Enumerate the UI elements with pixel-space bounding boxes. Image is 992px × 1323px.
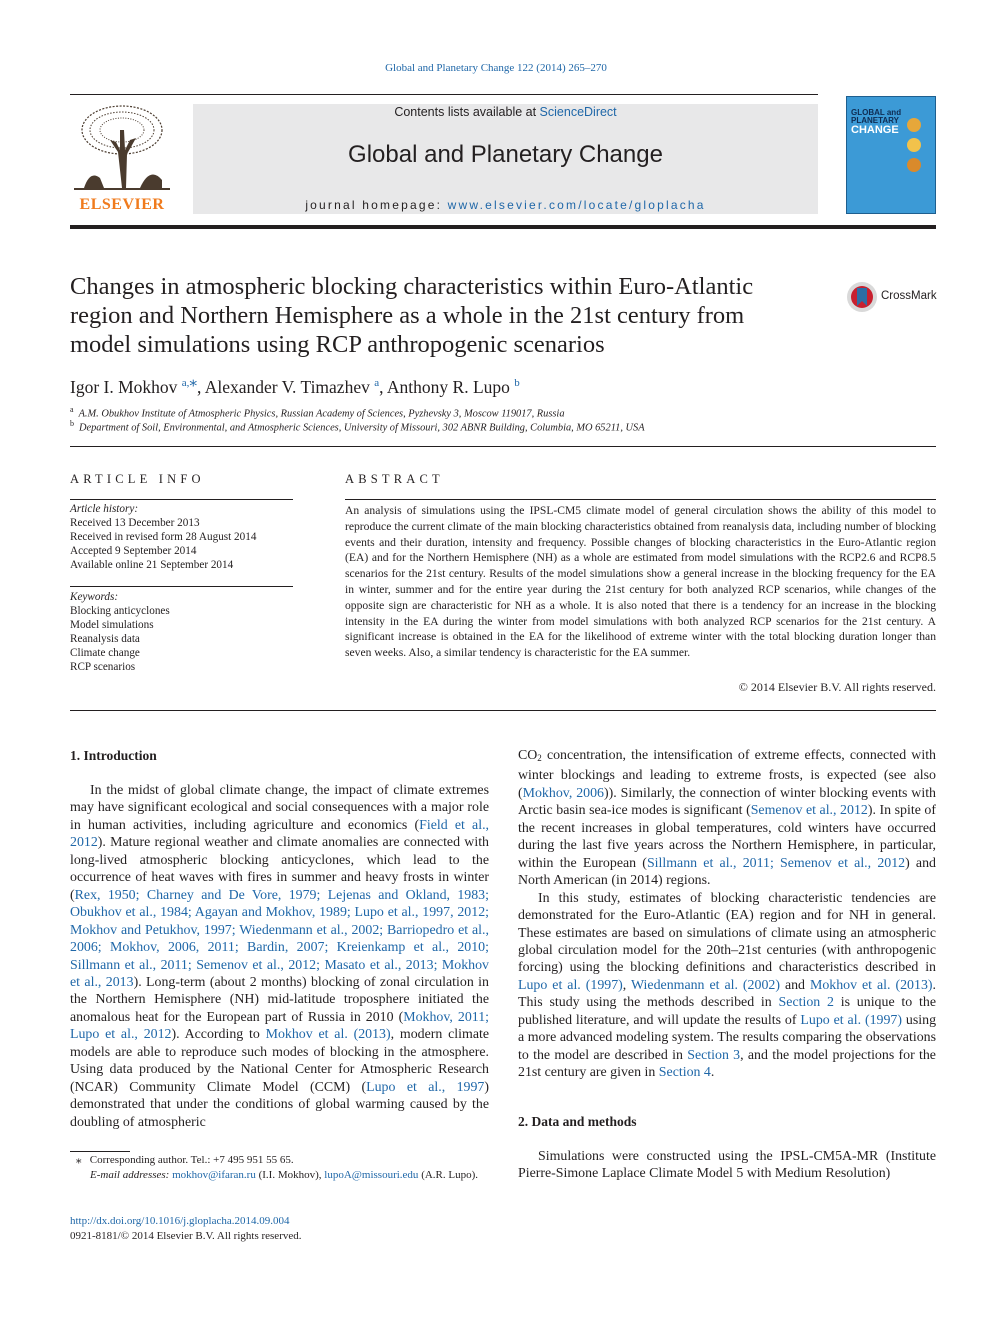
text-run: is unique to the published literature, and will update the results of: [518, 995, 936, 1028]
citation-link[interactable]: Mokhov, 2011; Lupo et al., 2012: [70, 1009, 489, 1043]
intro-paragraph-1: [70, 782, 489, 1131]
cover-globes-icon: [901, 117, 927, 177]
author-name: Anthony R. Lupo: [386, 376, 510, 397]
citation-link[interactable]: Section 2: [778, 995, 834, 1011]
footnote-rule: [70, 1151, 130, 1152]
affiliation-mark: a: [70, 405, 74, 414]
email-owner: (A.R. Lupo).: [418, 1169, 479, 1181]
author-affil-mark[interactable]: b: [514, 377, 520, 389]
subscript: 2: [537, 753, 542, 763]
text-run: and: [779, 977, 810, 993]
journal-cover-thumbnail: [846, 96, 936, 214]
publisher-wordmark: ELSEVIER: [79, 196, 165, 213]
journal-title: Global and Planetary Change: [348, 141, 663, 168]
cover-title: [851, 109, 901, 136]
keywords-rule: [70, 586, 293, 587]
text-run: ,: [622, 977, 631, 993]
text-run: )). Similarly, the connection of winter blocking events with Arctic basin sea-ice modes is significant (: [518, 785, 936, 819]
citation-link[interactable]: Section 3: [687, 1047, 741, 1063]
crossmark-label: CrossMark: [881, 290, 937, 302]
keyword: Reanalysis data: [70, 633, 140, 646]
text-run: ). In spite of the recent increases in global temperatures, cold winters have occurred during the last five years across the Northern Hemisphere, in particular, within the European (: [518, 803, 936, 871]
email-link[interactable]: lupoA@missouri.edu: [324, 1169, 419, 1181]
author-affil-mark[interactable]: a,: [181, 377, 190, 389]
citation-link[interactable]: Mokhov, 2006: [522, 785, 604, 801]
front-matter-rule: [70, 710, 936, 711]
citation-link[interactable]: Field et al., 2012: [70, 817, 490, 851]
text-run: , and the model projections for the 21st century are given in: [518, 1047, 936, 1081]
citation-link[interactable]: Rex, 1950; Charney and De Vore, 1979; Lejenas and Okland, 1983; Obukhov et al., 1984; Agayan and Mokhov, 1989; Lupo et al., 1997, 2012; Mokhov and Petukhov, 1997; Wiedenmann et al., 2002; Barriopedro et al., 2006; Mokhov, 2006, 2011; Bardin, 2007; Kreienkamp et al., 2010; Sillmann et al., 2011; Semenov et al., 2012; Masato et al., 2013; Mokhov et al., 2013: [70, 887, 489, 990]
abstract-copyright: © 2014 Elsevier B.V. All rights reserved.: [738, 680, 936, 694]
intro-paragraph-3: [518, 890, 936, 1082]
right-column: [518, 747, 936, 1082]
author-name: Igor I. Mokhov: [70, 376, 178, 397]
history-item: Received in revised form 28 August 2014: [70, 531, 257, 544]
text-run: ). According to: [171, 1027, 266, 1043]
footnote: [76, 1153, 496, 1183]
cover-title-line1: GLOBAL and: [851, 108, 902, 117]
author-affil-mark[interactable]: a: [374, 377, 380, 389]
keyword: Model simulations: [70, 619, 154, 632]
section-heading-introduction: 1. Introduction: [70, 748, 157, 763]
intro-paragraph-2: [518, 747, 936, 890]
text-run: CO: [518, 748, 538, 763]
citation-link[interactable]: Semenov et al., 2012: [750, 803, 868, 819]
text-run: ). Long-term (about 2 months) blocking of zonal circulation in the Northern Hemisphere (NH) mid-latitude troposphere initiated the anomalous heat for the European part of Russia in 2010 (: [70, 974, 489, 1025]
citation-link[interactable]: Wiedenmann et al. (2002): [631, 977, 780, 993]
homepage-link[interactable]: www.elsevier.com/locate/gloplacha: [447, 198, 706, 212]
text-run: ). Mature regional weather and climate anomalies are connected with long-lived atmospheric blocking anticyclones, which lead to the occurrence of heat waves with fires in summer and heavy frosts in winter (: [70, 835, 489, 903]
text-run: In this study, estimates of blocking characteristic tendencies are demonstrated for the Euro-Atlantic (EA) region and for NH in general. These estimates are based on simulations of climate using an atmospheric global circulation model for the 20th–21st centuries (with anthropogenic forcing) using the blocking definitions and characteristics described in: [518, 890, 936, 976]
citation-link[interactable]: Lupo et al., 1997: [366, 1079, 485, 1095]
citation-link[interactable]: Sillmann et al., 2011; Semenov et al., 2012: [646, 855, 906, 871]
affiliation: [70, 405, 565, 419]
header-thick-rule: [70, 225, 936, 229]
citation-link[interactable]: Mokhov et al. (2013): [265, 1027, 391, 1043]
history-item: Received 13 December 2013: [70, 517, 200, 530]
journal-reference[interactable]: Global and Planetary Change 122 (2014) 265–270: [385, 62, 607, 74]
header-top-rule: [70, 94, 818, 95]
corresponding-mark[interactable]: ⁎: [189, 374, 197, 390]
right-column-cont: [518, 1148, 936, 1183]
keywords-list: [70, 590, 293, 675]
affiliation-mark: b: [70, 419, 74, 428]
text-run: , modern climate models are able to reproduce such modes of blocking in the atmosphere. Using data produced by the National Center for Atmospheric Research (NCAR) Community Climate Model (CCM) (: [70, 1027, 490, 1095]
text-run: . This study using the methods described in: [518, 977, 936, 1011]
footnote-star: ⁎: [76, 1154, 82, 1166]
article-history: [70, 502, 293, 572]
history-item: Accepted 9 September 2014: [70, 545, 197, 558]
history-label: Article history:: [70, 503, 139, 515]
keyword: Blocking anticyclones: [70, 605, 170, 618]
citation-link[interactable]: Section 4: [658, 1065, 711, 1081]
email-link[interactable]: mokhov@ifaran.ru: [172, 1169, 256, 1181]
affiliation-text: A.M. Obukhov Institute of Atmospheric Physics, Russian Academy of Sciences, Pyzhevsky 3, Moscow 119017, Russia: [78, 408, 565, 420]
contents-line: [193, 105, 818, 119]
citation-link[interactable]: Lupo et al. (1997): [518, 977, 623, 993]
text-run: .: [710, 1065, 715, 1081]
email-owner: (I.I. Mokhov),: [255, 1169, 325, 1181]
article-info-rule: [70, 499, 293, 500]
cover-title-line3: CHANGE: [851, 124, 899, 136]
author-name: Alexander V. Timazhev: [204, 376, 370, 397]
abstract-text: An analysis of simulations using the IPSL-CM5 climate model of general circulation shows the ability of this model to reproduce the current climate of the main blocking characteristics obtained from reanalysis data, including number of blocking events and their duration, intensity and frequency. Possible changes of blocking characteristics in the Euro-Atlantic region (EA) and for the Northern Hemisphere (NH) as a whole are estimated from model simulations with the RCP2.6 and RCP8.5 scenarios for the 21st century. Results of the model simulations show a general increase in the blocking frequency for the EA in winter, summer and for the entire year during the 21st century for both analyzed RCP scenarios, while changes of the opposite sign are characteristic for NH as a whole. It is also noted that there is a tendency for an increase in the blocking intensity in the EA during the winter from model simulations with both analyzed RCP scenarios for the 21st century. A significant increase is obtained in the EA for the likelihood of extreme winter with the total blocking duration longer than seven weeks. Also, a similar tendency is characteristic for the EA summer.: [345, 504, 936, 660]
email-label: E-mail addresses:: [90, 1169, 170, 1181]
homepage-line: [193, 198, 818, 212]
corresponding-author-note: Corresponding author. Tel.: +7 495 951 55 65.: [89, 1154, 294, 1166]
citation-link[interactable]: Lupo et al. (1997): [800, 1012, 902, 1028]
text-run: ) and North American (in 2014) regions.: [518, 855, 936, 889]
text-run: using a more advanced modeling system. The results comparing the observations to the model are described in: [518, 1012, 937, 1063]
citation-link[interactable]: Mokhov et al. (2013): [809, 977, 933, 993]
text-run: Simulations were constructed using the IPSL-CM5A-MR (Institute Pierre-Simone Laplace Climate Model 5 with Medium Resolution): [518, 1149, 936, 1182]
text-run: ) demonstrated that under the conditions of global warming caused by the doubling of atmospheric: [70, 1079, 489, 1130]
keyword: RCP scenarios: [70, 661, 136, 674]
doi-link[interactable]: http://dx.doi.org/10.1016/j.gloplacha.2014.09.004: [70, 1215, 290, 1227]
left-column: [70, 782, 489, 1131]
abstract-heading: ABSTRACT: [345, 472, 444, 486]
contents-prefix: Contents lists available at: [394, 105, 540, 119]
section-heading-data-methods: 2. Data and methods: [518, 1114, 637, 1129]
author-list: Igor I. Mokhov $^{a,⁎}$, Alexander V. Timazhev $^a$, Anthony R. Lupo $^b$: [70, 374, 520, 397]
crossmark-badge[interactable]: [846, 280, 936, 316]
affiliation-text: Department of Soil, Environmental, and Atmospheric Sciences, University of Missouri, 302 ABNR Building, Columbia, MO 65211, USA: [79, 422, 645, 434]
issn-line: 0921-8181/© 2014 Elsevier B.V. All rights reserved.: [70, 1230, 302, 1242]
keywords-label: Keywords:: [70, 591, 119, 603]
homepage-prefix: journal homepage:: [305, 198, 448, 212]
crossmark-icon: [846, 280, 878, 314]
text-run: concentration, the intensification of extreme effects, connected with winter blockings and leading to extreme frosts, is expected (see also (: [518, 748, 936, 801]
methods-paragraph-1: [518, 1148, 936, 1183]
keyword: Climate change: [70, 647, 140, 660]
abstract-rule: [345, 499, 936, 500]
sciencedirect-link[interactable]: ScienceDirect: [539, 105, 617, 119]
article-title: Changes in atmospheric blocking characteristics within Euro-Atlantic region and Northern Hemisphere as a whole in the 21st century from model simulations using RCP anthropogenic scenarios: [70, 273, 754, 358]
affiliation: [70, 419, 645, 433]
history-item: Available online 21 September 2014: [70, 559, 234, 572]
affiliation-rule: [70, 446, 936, 447]
text-run: In the midst of global climate change, the impact of climate extremes may have significant ecological and social consequences with a major role in human activities, including agriculture and economics (: [70, 783, 489, 833]
article-info-heading: ARTICLE INFO: [70, 472, 205, 486]
cover-title-line2: PLANETARY: [851, 116, 899, 125]
